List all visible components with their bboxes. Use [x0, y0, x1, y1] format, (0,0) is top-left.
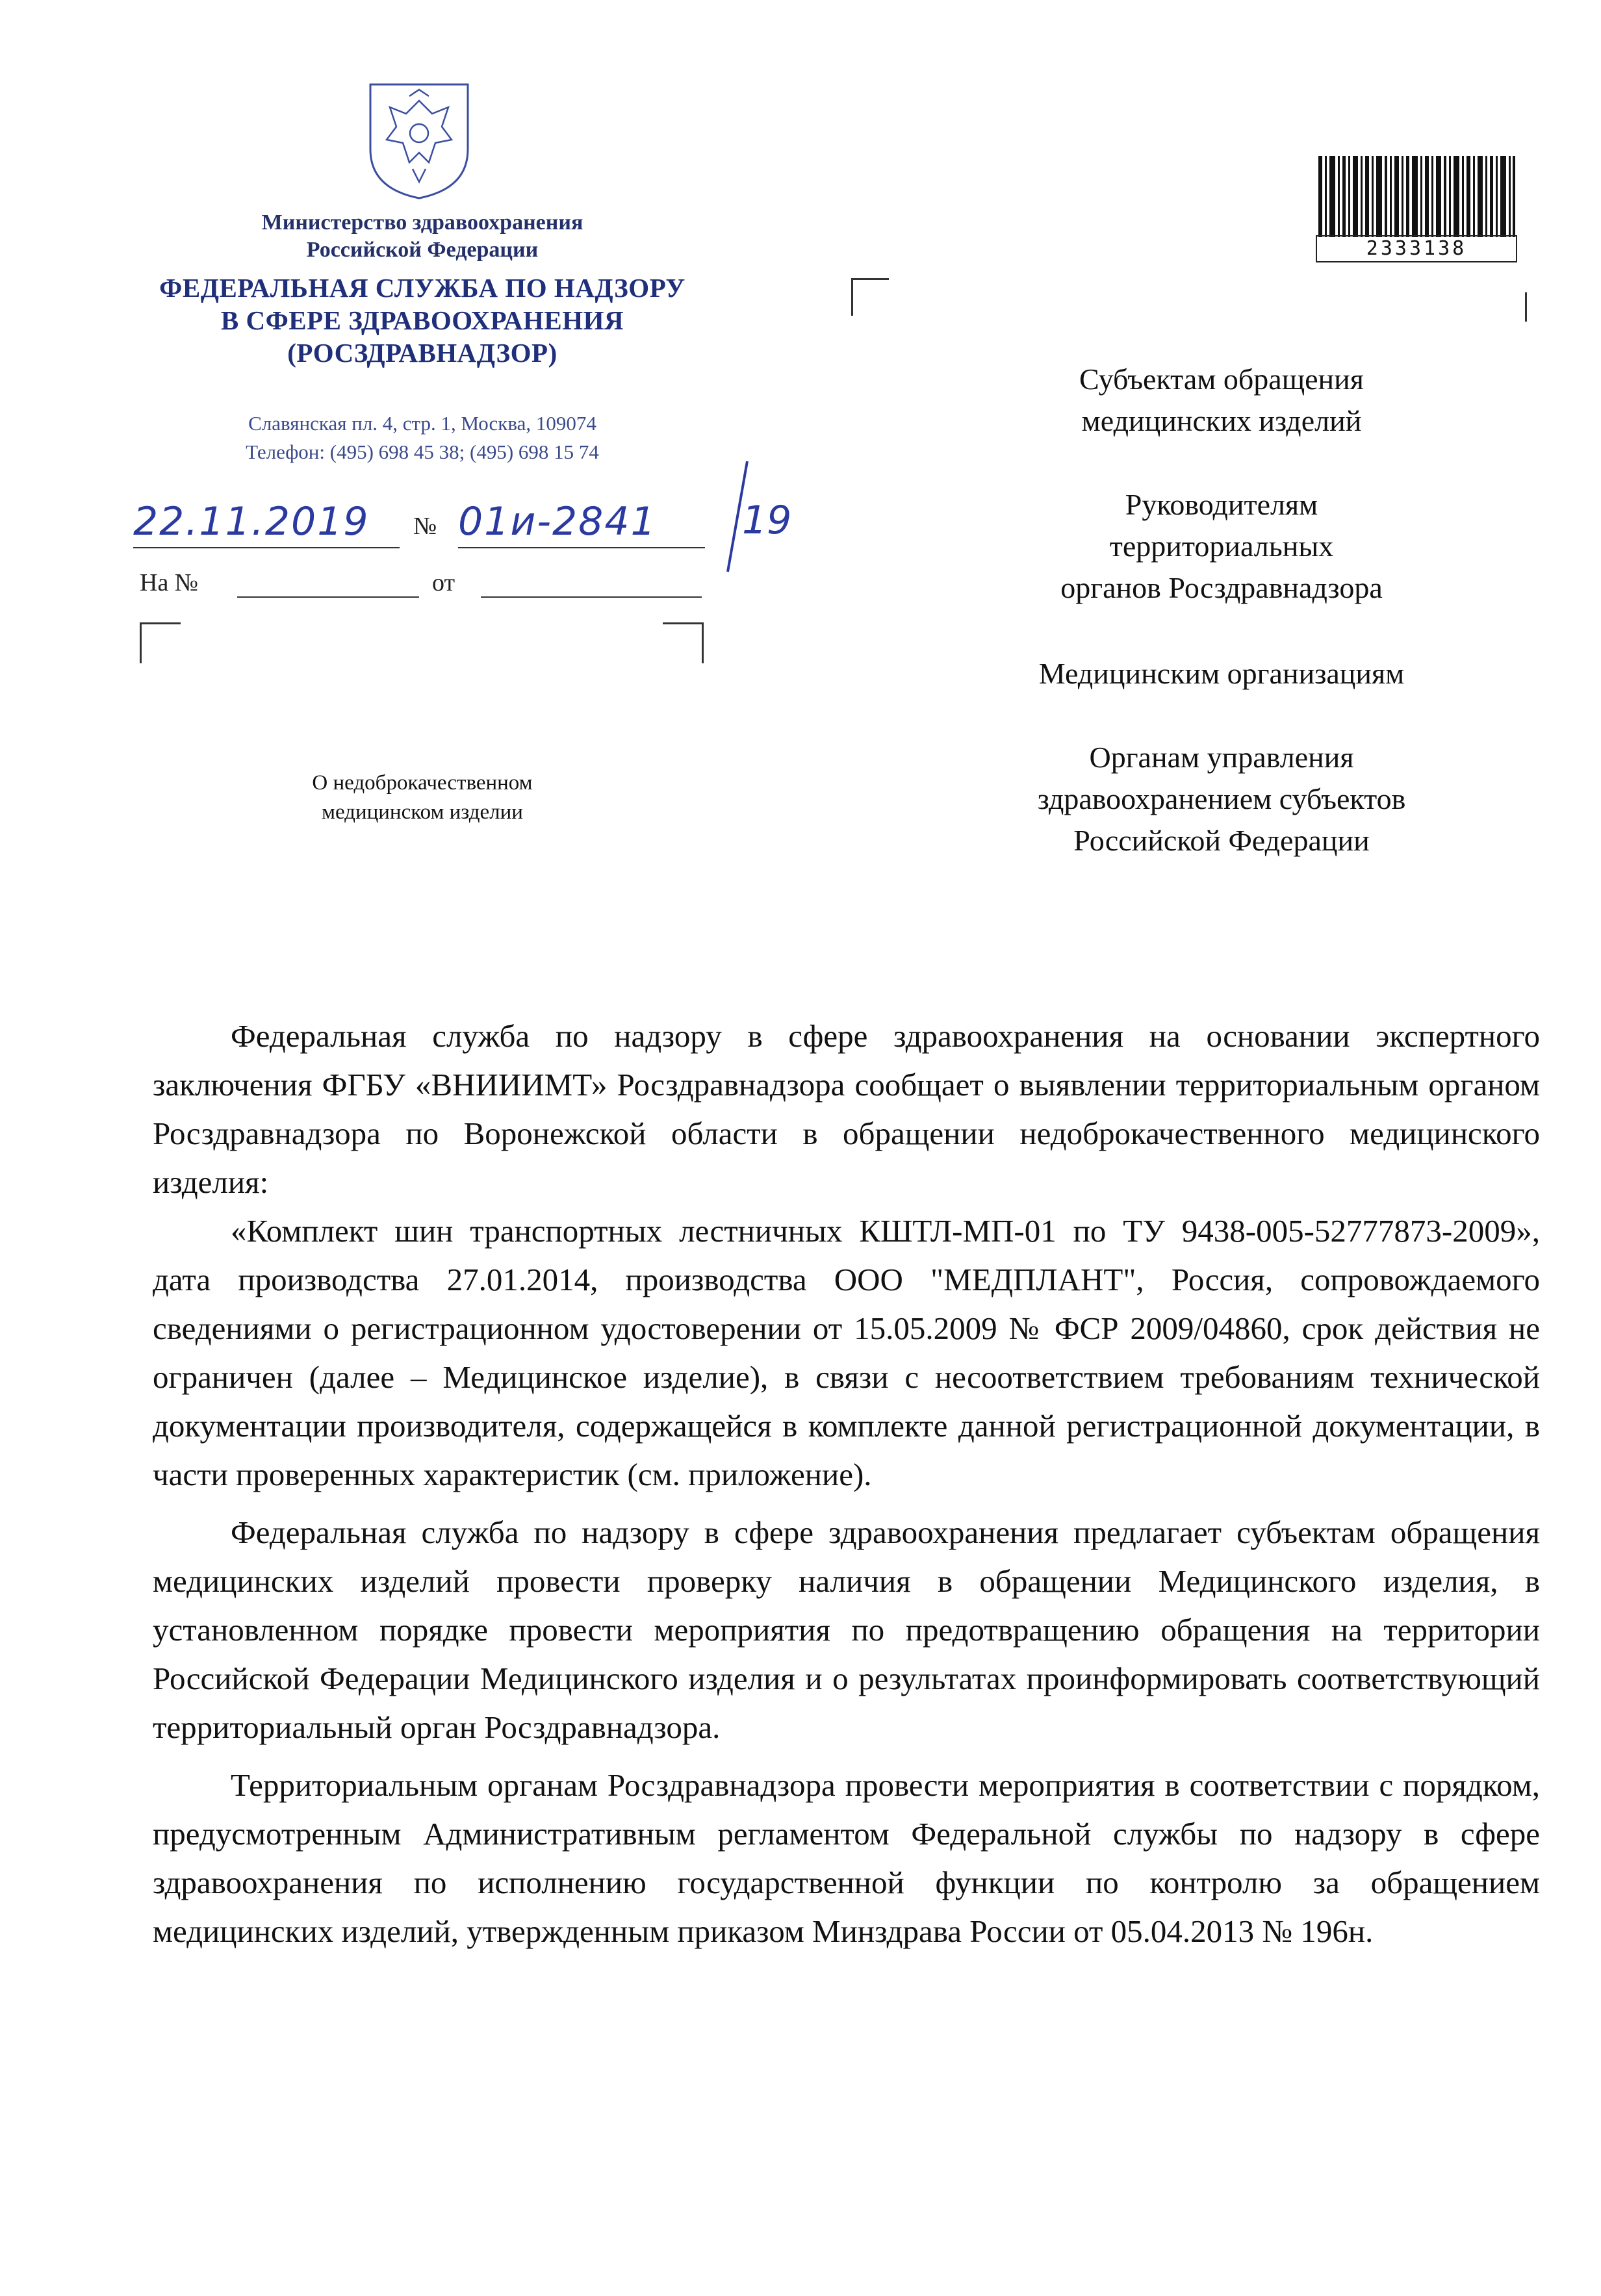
letter-subject: О недоброкачественном медицинском изделии — [312, 771, 533, 824]
registration-date: 22.11.2019 — [133, 499, 370, 544]
service-address: Славянская пл. 4, стр. 1, Москва, 109074 Телефон: (495) 698 45 38; (495) 698 15 74 — [246, 412, 599, 463]
coat-of-arms-emblem — [364, 78, 474, 201]
registration-number: 01и-2841 — [458, 499, 657, 544]
letter-body — [153, 1012, 1540, 1956]
addressee-territorial-heads: Руководителям территориальных органов Росздравнадзора — [1060, 488, 1383, 604]
body-paragraph: Территориальным органам Росздравнадзора провести мероприятия в соответствии с порядком, предусмотренным Административным регламентом Федеральной службы по надзору в сфере здравоохранения по исполнению государственной функции по контролю за обращением медицинских изделий, утвержденным приказом Минздрава России от 05.04.2013 № 196н. — [153, 1767, 1540, 1949]
reference-date-line — [481, 596, 702, 598]
addressee-circulation-subjects: Субъектам обращения медицинских изделий — [1079, 363, 1364, 437]
body-paragraph: Федеральная служба по надзору в сфере здравоохранения на основании экспертного заключения ФГБУ «ВНИИИМТ» Росздравнадзора сообщает о выявлении территориальным органом Росздравнадзора по Воронежской области в обращении недоброкачественного медицинского изделия: — [153, 1018, 1540, 1200]
service-name: ФЕДЕРАЛЬНАЯ СЛУЖБА ПО НАДЗОРУ В СФЕРЕ ЗДРАВООХРАНЕНИЯ (РОСЗДРАВНАДЗОР) — [159, 273, 685, 368]
addressee-corner-right — [1525, 292, 1527, 322]
reference-number-line — [237, 596, 419, 598]
addressee-health-authorities: Органам управления здравоохранением субъектов Российской Федерации — [1037, 741, 1406, 857]
number-label: № — [413, 513, 437, 540]
date-underline — [133, 547, 400, 548]
subject-corner-right — [663, 622, 704, 663]
ministry-name: Министерство здравоохранения Российской Федерации — [261, 210, 583, 262]
addressee-medical-organizations: Медицинским организациям — [1038, 657, 1405, 690]
registration-suffix — [702, 455, 799, 578]
barcode-number: 2333138 — [1366, 237, 1467, 260]
body-paragraph: Федеральная служба по надзору в сфере здравоохранения предлагает субъектам обращения медицинских изделий провести проверку наличия в обращении Медицинского изделия, в установленном порядке провести мероприятия по предотвращению обращения на территории Российской Федерации Медицинского изделия и о результатах проинформировать соответствующий территориальный орган Росздравнадзора. — [153, 1514, 1540, 1745]
number-underline — [458, 547, 705, 548]
addressee-corner-left — [851, 278, 889, 316]
body-paragraph: «Комплект шин транспортных лестничных КШТЛ-МП-01 по ТУ 9438-005-52777873-2009», дата производства 27.01.2014, производства ООО "МЕДПЛАНТ", Россия, сопровождаемого сведениями о регистрационном удостоверении от 15.05.2009 № ФСР 2009/04860, срок действия не ограничен (далее – Медицинское изделие), в связи с несоответствием требованиям технической документации производителя, содержащейся в комплекте данной регистрационной документации, в части проверенных характеристик (см. приложение). — [153, 1213, 1540, 1492]
registration-year-suffix: 19 — [742, 498, 792, 543]
reference-label: На № — [140, 569, 199, 596]
barcode — [1316, 156, 1517, 237]
subject-corner-left — [140, 622, 181, 663]
reference-from-label: от — [432, 569, 455, 596]
